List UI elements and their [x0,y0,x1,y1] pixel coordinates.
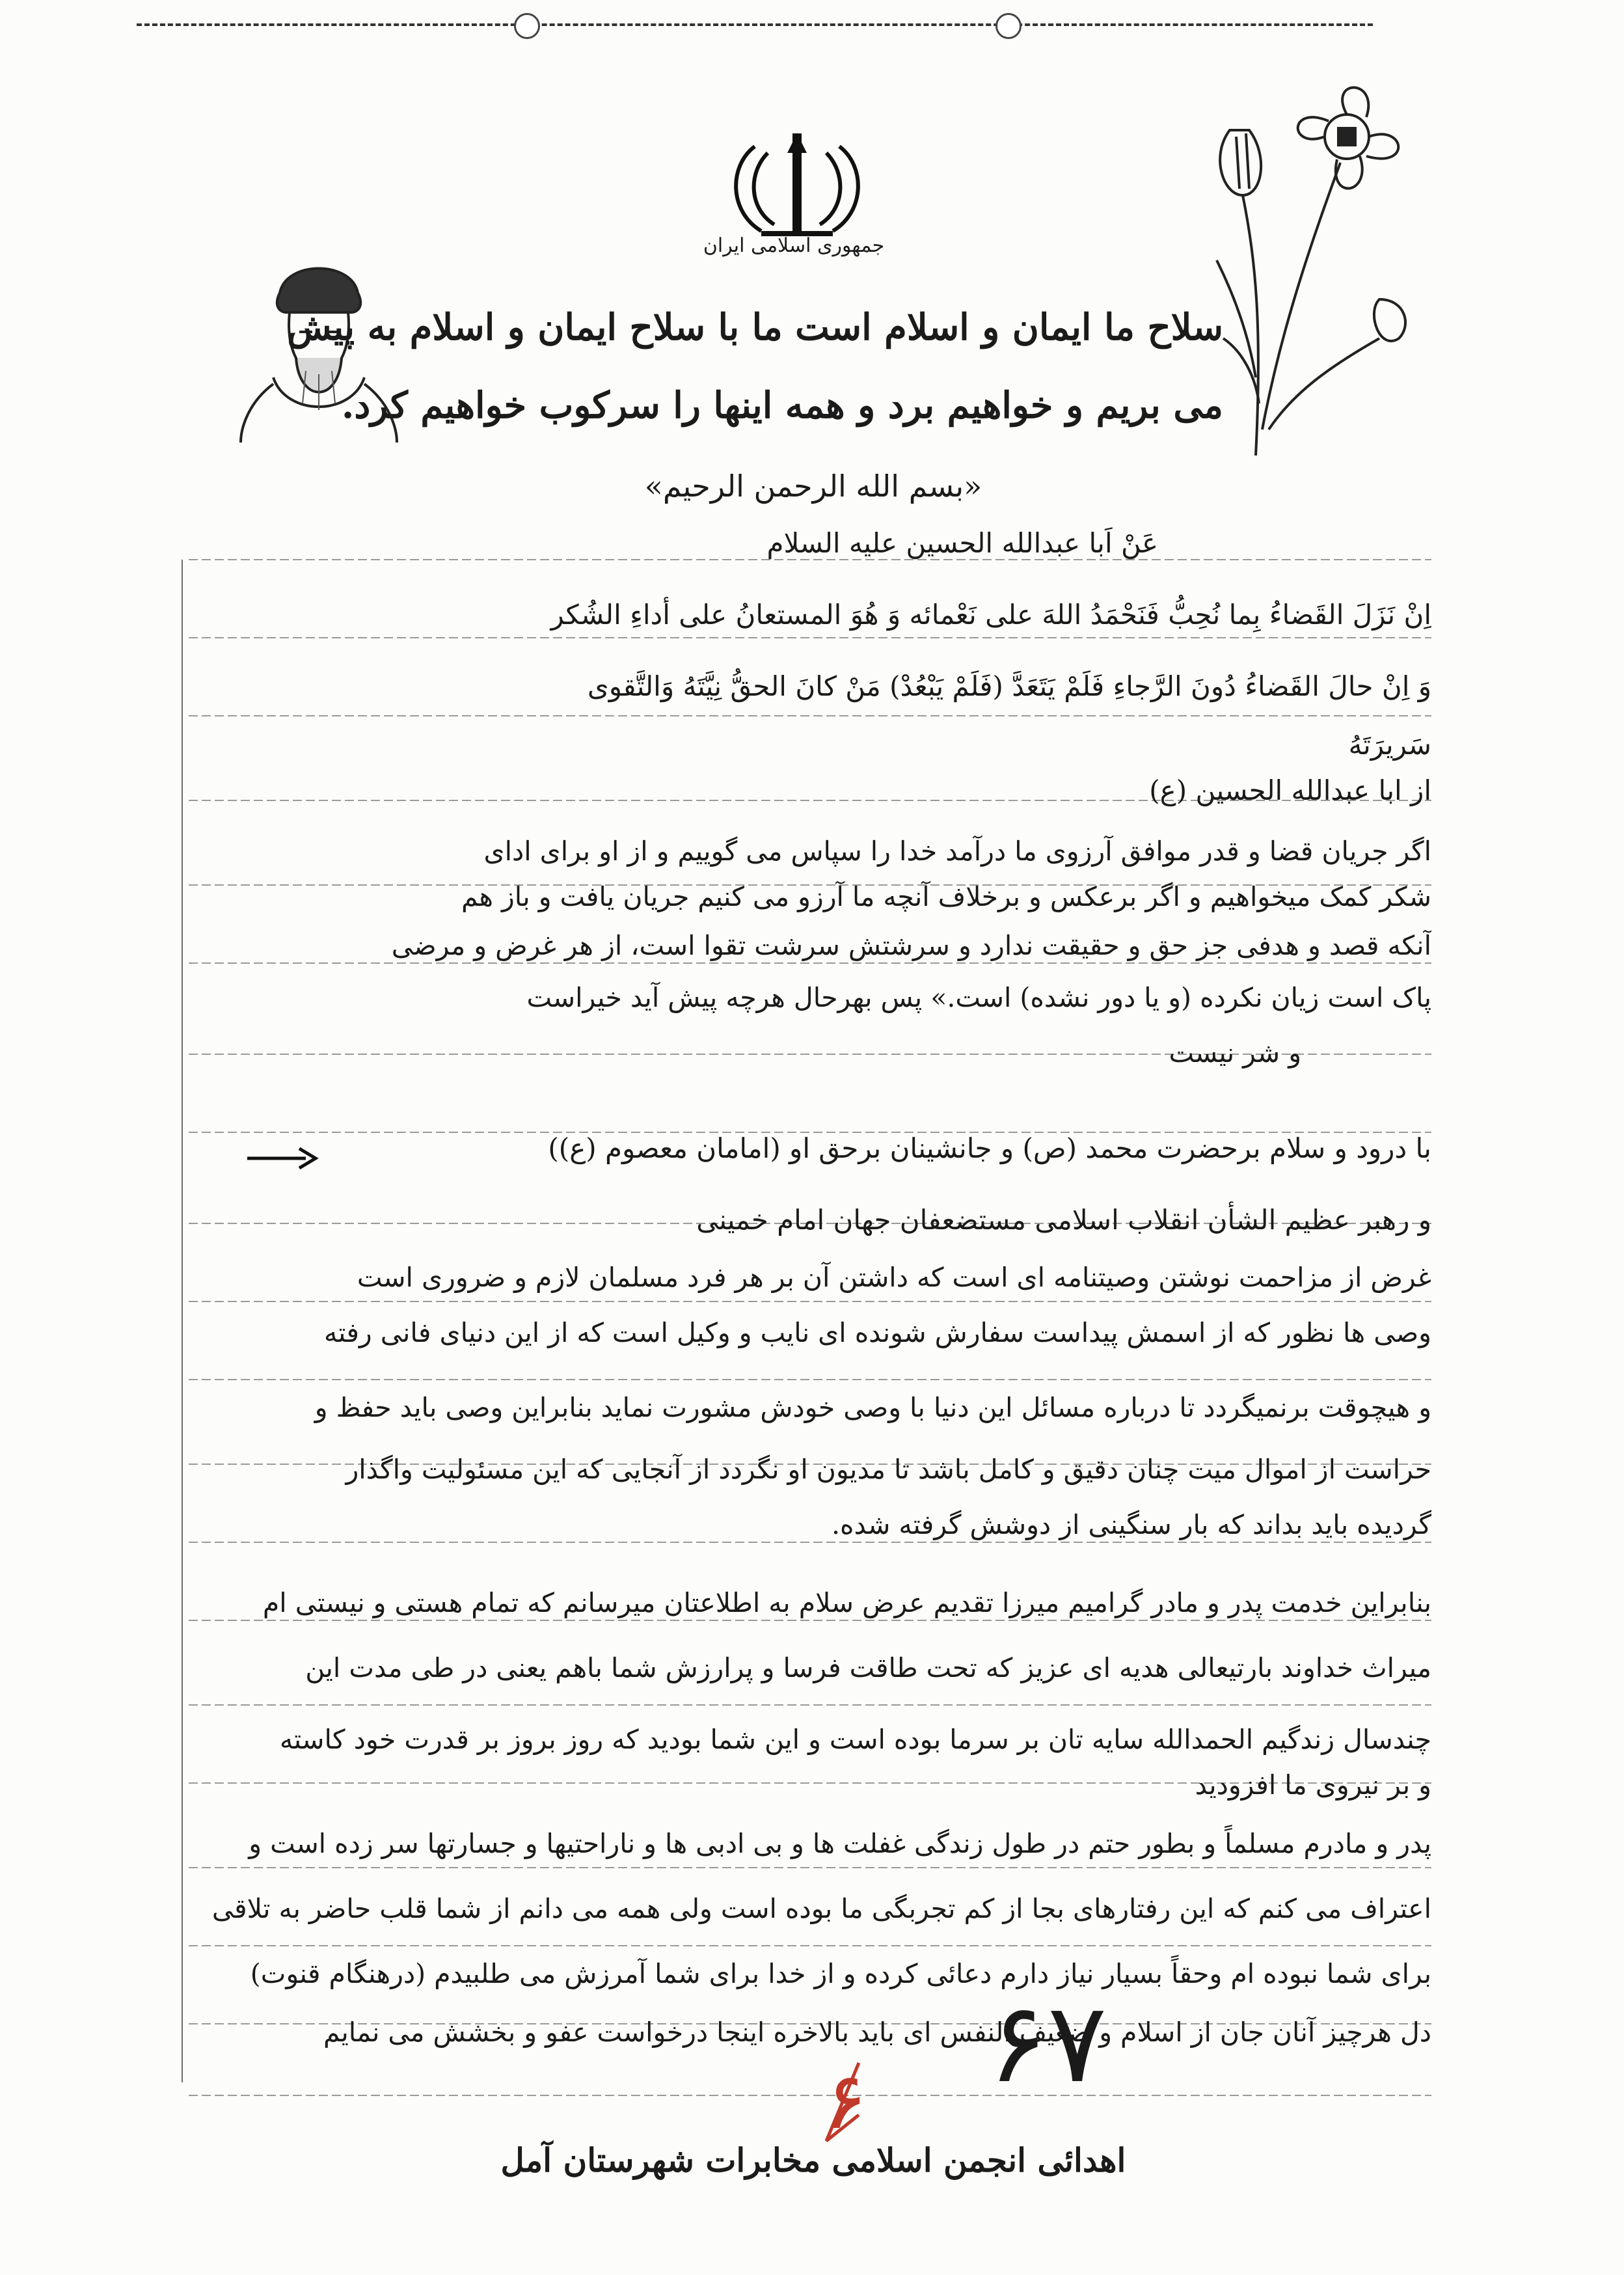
body-line: دل هرچیز آنان جان از اسلام و ضعیف النفس ای باید بالاخره اینجا درخواست عفو و بخشش می نمایم [323,2017,1431,2048]
body-line: گردیده باید بداند که بار سنگینی از دوشش گرفته شده. [831,1509,1431,1540]
body-line: پدر و مادرم مسلماً و بطور حتم در طول زندگی غفلت ها و بی ادبی ها و ناراحتیها و جسارتها سر زده است و [249,1828,1431,1859]
translation-attribution: از ابا عبدالله الحسین (ع) [1149,774,1431,806]
salutation-line-1: با درود و سلام برحضرت محمد (ص) و جانشینان برحق او (امامان معصوم (ع)) [548,1132,1431,1164]
hadith-line-2: وَ اِنْ حالَ القَضاءُ دُونَ الرَّجاءِ فَلَمْ یَتَعَدَّ (فَلَمْ یَبْعُدْ) مَنْ کانَ الحقُّ نِیَّتَهُ وَالتَّقوی [587,670,1431,702]
translation-line: اگر جریان قضا و قدر موافق آرزوی ما درآمد خدا را سپاس می گوییم و از او برای ادای [483,836,1431,867]
body-line: بنابراین خدمت پدر و مادر گرامیم میرزا تقدیم عرض سلام به اطلاعتان میرسانم که تمام هستی و نیستی ام [262,1587,1431,1618]
body-line: چندسال زندگیم الحمدالله سایه تان بر سرما بوده است و این شما بودید که روز بروز بر قدرت خود کاسته [279,1724,1431,1755]
translation-line: و شر نیست [1169,1037,1301,1069]
slogan-line-2: می بریم و خواهیم برد و همه اینها را سرکوب خواهیم کرد. [341,384,1223,427]
iran-emblem-icon [709,127,885,251]
translation-line: پاک است زیان نکرده (و یا دور نشده) است.» پس بهرحال هرچه پیش آید خیراست [526,982,1431,1013]
body-line: وصی ها نظور که از اسمش پیداست سفارش شونده ای نایب و وکیل است که از این دنیای فانی رفته [323,1317,1431,1348]
basmala: «بسم الله الرحمن الرحیم» [644,469,982,504]
body-line: و هیچوقت برنمیگردد تا درباره مسائل این دنیا با وصی خودش مشورت نماید بنابراین وصی باید حفظ و [314,1392,1431,1423]
body-line: و بر نیروی ما افزودید [1195,1769,1431,1801]
footer-donation-line: اهدائی انجمن اسلامی مخابرات شهرستان آمل [500,2141,1126,2179]
hadith-attribution: عَنْ اَبا عبدالله الحسین علیه السلام [766,527,1158,559]
body-line: حراست از اموال میت چنان دقیق و کامل باشد تا مدیون او نگردد از آنجایی که این مسئولیت واگذار [345,1454,1431,1485]
salutation-line-2: و رهبر عظیم الشأن انقلاب اسلامی مستضعفان جهان امام خمینی [696,1204,1431,1236]
red-mark: ۶ [824,2056,867,2147]
body-line: اعتراف می کنم که این رفتارهای بجا از کم تجربگی ما بوده است ولی همه می دانم از شما قلب حاضر به تلاقی [211,1893,1431,1924]
handwritten-number: ۶۷ [988,1979,1107,2108]
body-line: غرض از مزاحمت نوشتن وصیتنامه ای است که داشتن آن بر هر فرد مسلمان لازم و ضروری است [357,1262,1431,1293]
body-line: برای شما نبوده ام وحقاً بسیار نیاز دارم دعائی کرده و از خدا برای شما آمرزش می طلبیدم (درهنگام قنوت) [250,1958,1431,1989]
translation-line: آنکه قصد و هدفی جز حق و حقیقت ندارد و سرشتش سرشت تقوا است، از هر غرض و مرضی [391,930,1431,961]
translation-line: شکر کمک میخواهیم و اگر برعکس و برخلاف آنچه ما آرزو می کنیم جریان یافت و باز هم [461,881,1431,912]
slogan-line-1: سلاح ما ایمان و اسلام است ما با سلاح ایمان و اسلام به پیش [287,306,1223,349]
body-line: میراث خداوند بارتیعالی هدیه ای عزیز که تحت طاقت فرسا و پرارزش شما باهم یعنی در طی مدت این [305,1652,1431,1683]
emblem-caption: جمهوری اسلامی ایران [703,234,885,257]
hadith-line-3: سَریرَتَهُ [1348,729,1431,761]
hadith-line-1: اِنْ نَزَلَ القَضاءُ بِما نُحِبُّ فَنَحْمَدُ اللهَ علی نَعْمائه وَ هُوَ المستعانُ علی أداءِ الشُکر [550,599,1431,631]
